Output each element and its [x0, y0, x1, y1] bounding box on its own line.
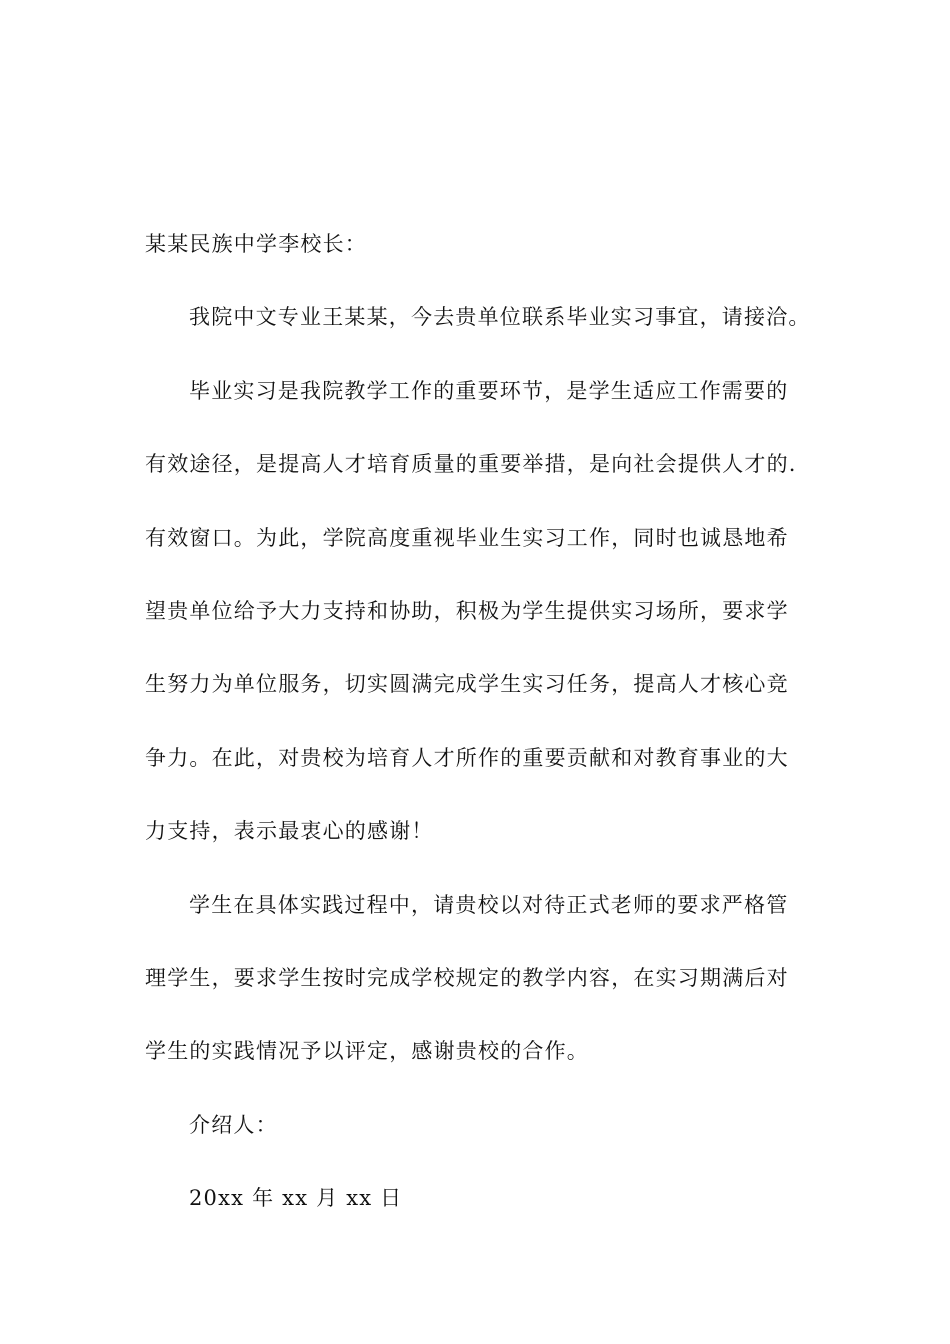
introducer-label: 介绍人：: [189, 1112, 278, 1137]
paragraph-3-line-1: 学生在具体实践过程中，请贵校以对待正式老师的要求严格管: [189, 892, 789, 917]
paragraph-2-line-3: 有效窗口。为此，学院高度重视毕业生实习工作，同时也诚恳地希: [145, 525, 789, 550]
paragraph-1-line-1: 我院中文专业王某某，今去贵单位联系毕业实习事宜，请接洽。: [189, 305, 811, 330]
paragraph-2-line-6: 争力。在此，对贵校为培育人才所作的重要贡献和对教育事业的大: [145, 745, 789, 770]
paragraph-2-line-4: 望贵单位给予大力支持和协助，积极为学生提供实习场所，要求学: [145, 598, 789, 623]
paragraph-2-line-5: 生努力为单位服务，切实圆满完成学生实习任务，提高人才核心竞: [145, 672, 789, 697]
paragraph-3-line-2: 理学生，要求学生按时完成学校规定的教学内容，在实习期满后对: [145, 965, 789, 990]
paragraph-3-line-3: 学生的实践情况予以评定，感谢贵校的合作。: [145, 1039, 589, 1064]
letter-date: 20xx 年 xx 月 xx 日: [189, 1186, 403, 1211]
salutation: 某某民族中学李校长：: [145, 232, 367, 256]
paragraph-2-line-1: 毕业实习是我院教学工作的重要环节，是学生适应工作需要的: [189, 378, 789, 403]
paragraph-2-line-7: 力支持，表示最衷心的感谢！: [145, 819, 434, 844]
paragraph-2-line-2: 有效途径，是提高人才培育质量的重要举措，是向社会提供人才的.: [145, 452, 797, 477]
letter-body: [145, 208, 815, 1235]
